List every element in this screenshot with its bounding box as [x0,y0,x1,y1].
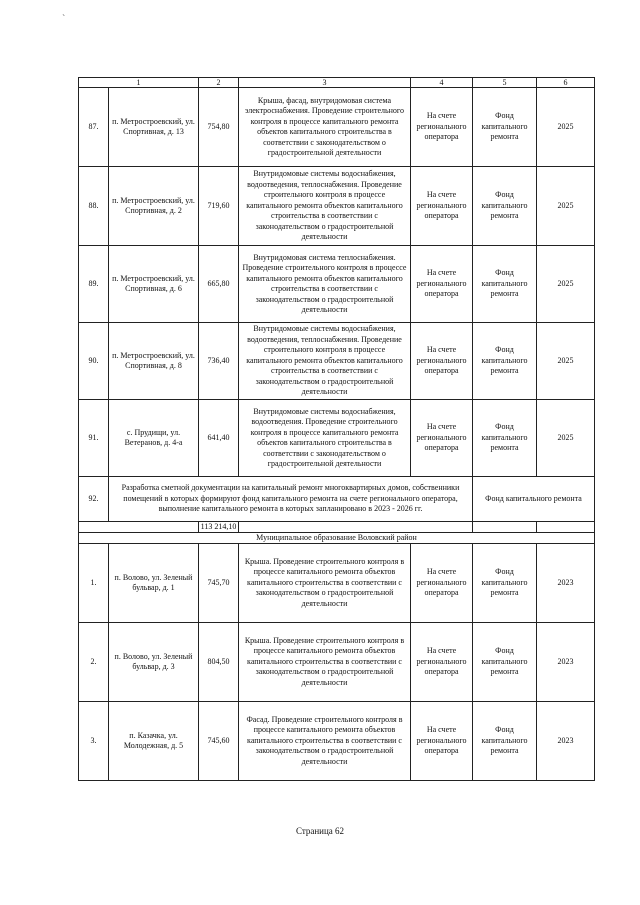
work-description-cell: Крыша. Проведение строительного контроля в процессе капитального ремонта объектов капитального строительства в соответствии с законодательством о градостроительной деятельности [239,544,411,623]
empty-cell [473,522,537,533]
area-cell: 641,40 [199,400,239,477]
municipality-title: Муниципальное образование Воловский район [79,533,595,544]
header-cell: 5 [473,78,537,88]
area-cell: 736,40 [199,323,239,400]
municipality-row [79,533,595,544]
total-row [79,522,595,533]
development-description-cell: Разработка сметной документации на капитальный ремонт многоквартирных домов, собственники помещений в которых формируют фонд капитального ремонта на счете регионального оператора, выполнение капитального ремонта в которых запланировано в 2023 - 2026 гг. [109,477,473,522]
work-description-cell: Внутридомовые системы водоснабжения, водоотведения, теплоснабжения. Проведение строительного контроля в процессе капитального ремонта объектов капитального строительства в соответствии с законодательством о градостроительной деятельности [239,323,411,400]
year-cell: 2023 [537,702,595,781]
area-cell: 804,50 [199,623,239,702]
empty-cell [79,522,199,533]
address-cell: п. Метростроевский, ул. Спортивная, д. 2 [109,167,199,246]
row-number: 92. [79,477,109,522]
header-cell: 4 [411,78,473,88]
row-number: 88. [79,167,109,246]
account-cell: На счете регионального оператора [411,544,473,623]
row-number: 2. [79,623,109,702]
work-description-cell: Внутридомовые системы водоснабжения, водоотведения. Проведение строительного контроля в процессе капитального ремонта объектов капитального строительства в соответствии с законодательством о градостроительной деятельности [239,400,411,477]
work-description-cell: Внутридомовые системы водоснабжения, водоотведения, теплоснабжения. Проведение строительного контроля в процессе капитального ремонта объектов капитального строительства в соответствии с законодательством о градостроительной деятельности [239,167,411,246]
year-cell: 2023 [537,623,595,702]
row-number: 1. [79,544,109,623]
page-number: Страница 62 [295,826,345,836]
fund-cell: Фонд капитального ремонта [473,167,537,246]
header-row [79,78,595,88]
header-cell: 1 [79,78,199,88]
area-cell: 665,80 [199,246,239,323]
table-row [79,323,595,400]
empty-cell [537,522,595,533]
row-number: 91. [79,400,109,477]
address-cell: п. Метростроевский, ул. Спортивная, д. 8 [109,323,199,400]
table-row [79,544,595,623]
address-cell: п. Метростроевский, ул. Спортивная, д. 13 [109,88,199,167]
row-number: 87. [79,88,109,167]
address-cell: с. Прудищи, ул. Ветеранов, д. 4-а [109,400,199,477]
account-cell: На счете регионального оператора [411,702,473,781]
fund-cell: Фонд капитального ремонта [473,477,595,522]
account-cell: На счете регионального оператора [411,167,473,246]
address-cell: п. Волово, ул. Зеленый бульвар, д. 1 [109,544,199,623]
area-cell: 719,60 [199,167,239,246]
fund-cell: Фонд капитального ремонта [473,246,537,323]
total-area-cell: 113 214,10 [199,522,239,533]
row-number: 3. [79,702,109,781]
year-cell: 2025 [537,88,595,167]
fund-cell: Фонд капитального ремонта [473,323,537,400]
year-cell: 2025 [537,246,595,323]
row-number: 89. [79,246,109,323]
header-cell: 3 [239,78,411,88]
address-cell: п. Метростроевский, ул. Спортивная, д. 6 [109,246,199,323]
area-cell: 745,60 [199,702,239,781]
area-cell: 754,80 [199,88,239,167]
scan-mark: ` [62,14,66,25]
account-cell: На счете регионального оператора [411,400,473,477]
account-cell: На счете регионального оператора [411,323,473,400]
address-cell: п. Волово, ул. Зеленый бульвар, д. 3 [109,623,199,702]
table-row [79,88,595,167]
header-cell: 6 [537,78,595,88]
fund-cell: Фонд капитального ремонта [473,623,537,702]
table-row [79,246,595,323]
fund-cell: Фонд капитального ремонта [473,544,537,623]
table-row [79,167,595,246]
year-cell: 2023 [537,544,595,623]
work-description-cell: Крыша, фасад, внутридомовая система электроснабжения. Проведение строительного контроля в процессе капитального ремонта объектов капитального строительства в соответствии с законодательством о градостроительной деятельности [239,88,411,167]
address-cell: п. Казачка, ул. Молодежная, д. 5 [109,702,199,781]
work-description-cell: Крыша. Проведение строительного контроля в процессе капитального ремонта объектов капитального строительства в соответствии с законодательством о градостроительной деятельности [239,623,411,702]
capital-repair-table [78,77,595,781]
fund-cell: Фонд капитального ремонта [473,400,537,477]
row-number: 90. [79,323,109,400]
work-description-cell: Внутридомовая система теплоснабжения. Проведение строительного контроля в процессе капитального ремонта объектов капитального строительства в соответствии с законодательством о градостроительной деятельности [239,246,411,323]
area-cell: 745,70 [199,544,239,623]
account-cell: На счете регионального оператора [411,88,473,167]
work-description-cell: Фасад. Проведение строительного контроля в процессе капитального ремонта объектов капитального строительства в соответствии с законодательством о градостроительной деятельности [239,702,411,781]
year-cell: 2025 [537,167,595,246]
account-cell: На счете регионального оператора [411,246,473,323]
empty-cell [239,522,473,533]
account-cell: На счете регионального оператора [411,623,473,702]
table-row [79,702,595,781]
table-row [79,623,595,702]
header-cell: 2 [199,78,239,88]
table-row [79,400,595,477]
year-cell: 2025 [537,400,595,477]
fund-cell: Фонд капитального ремонта [473,88,537,167]
fund-cell: Фонд капитального ремонта [473,702,537,781]
year-cell: 2025 [537,323,595,400]
table-row-development [79,477,595,522]
